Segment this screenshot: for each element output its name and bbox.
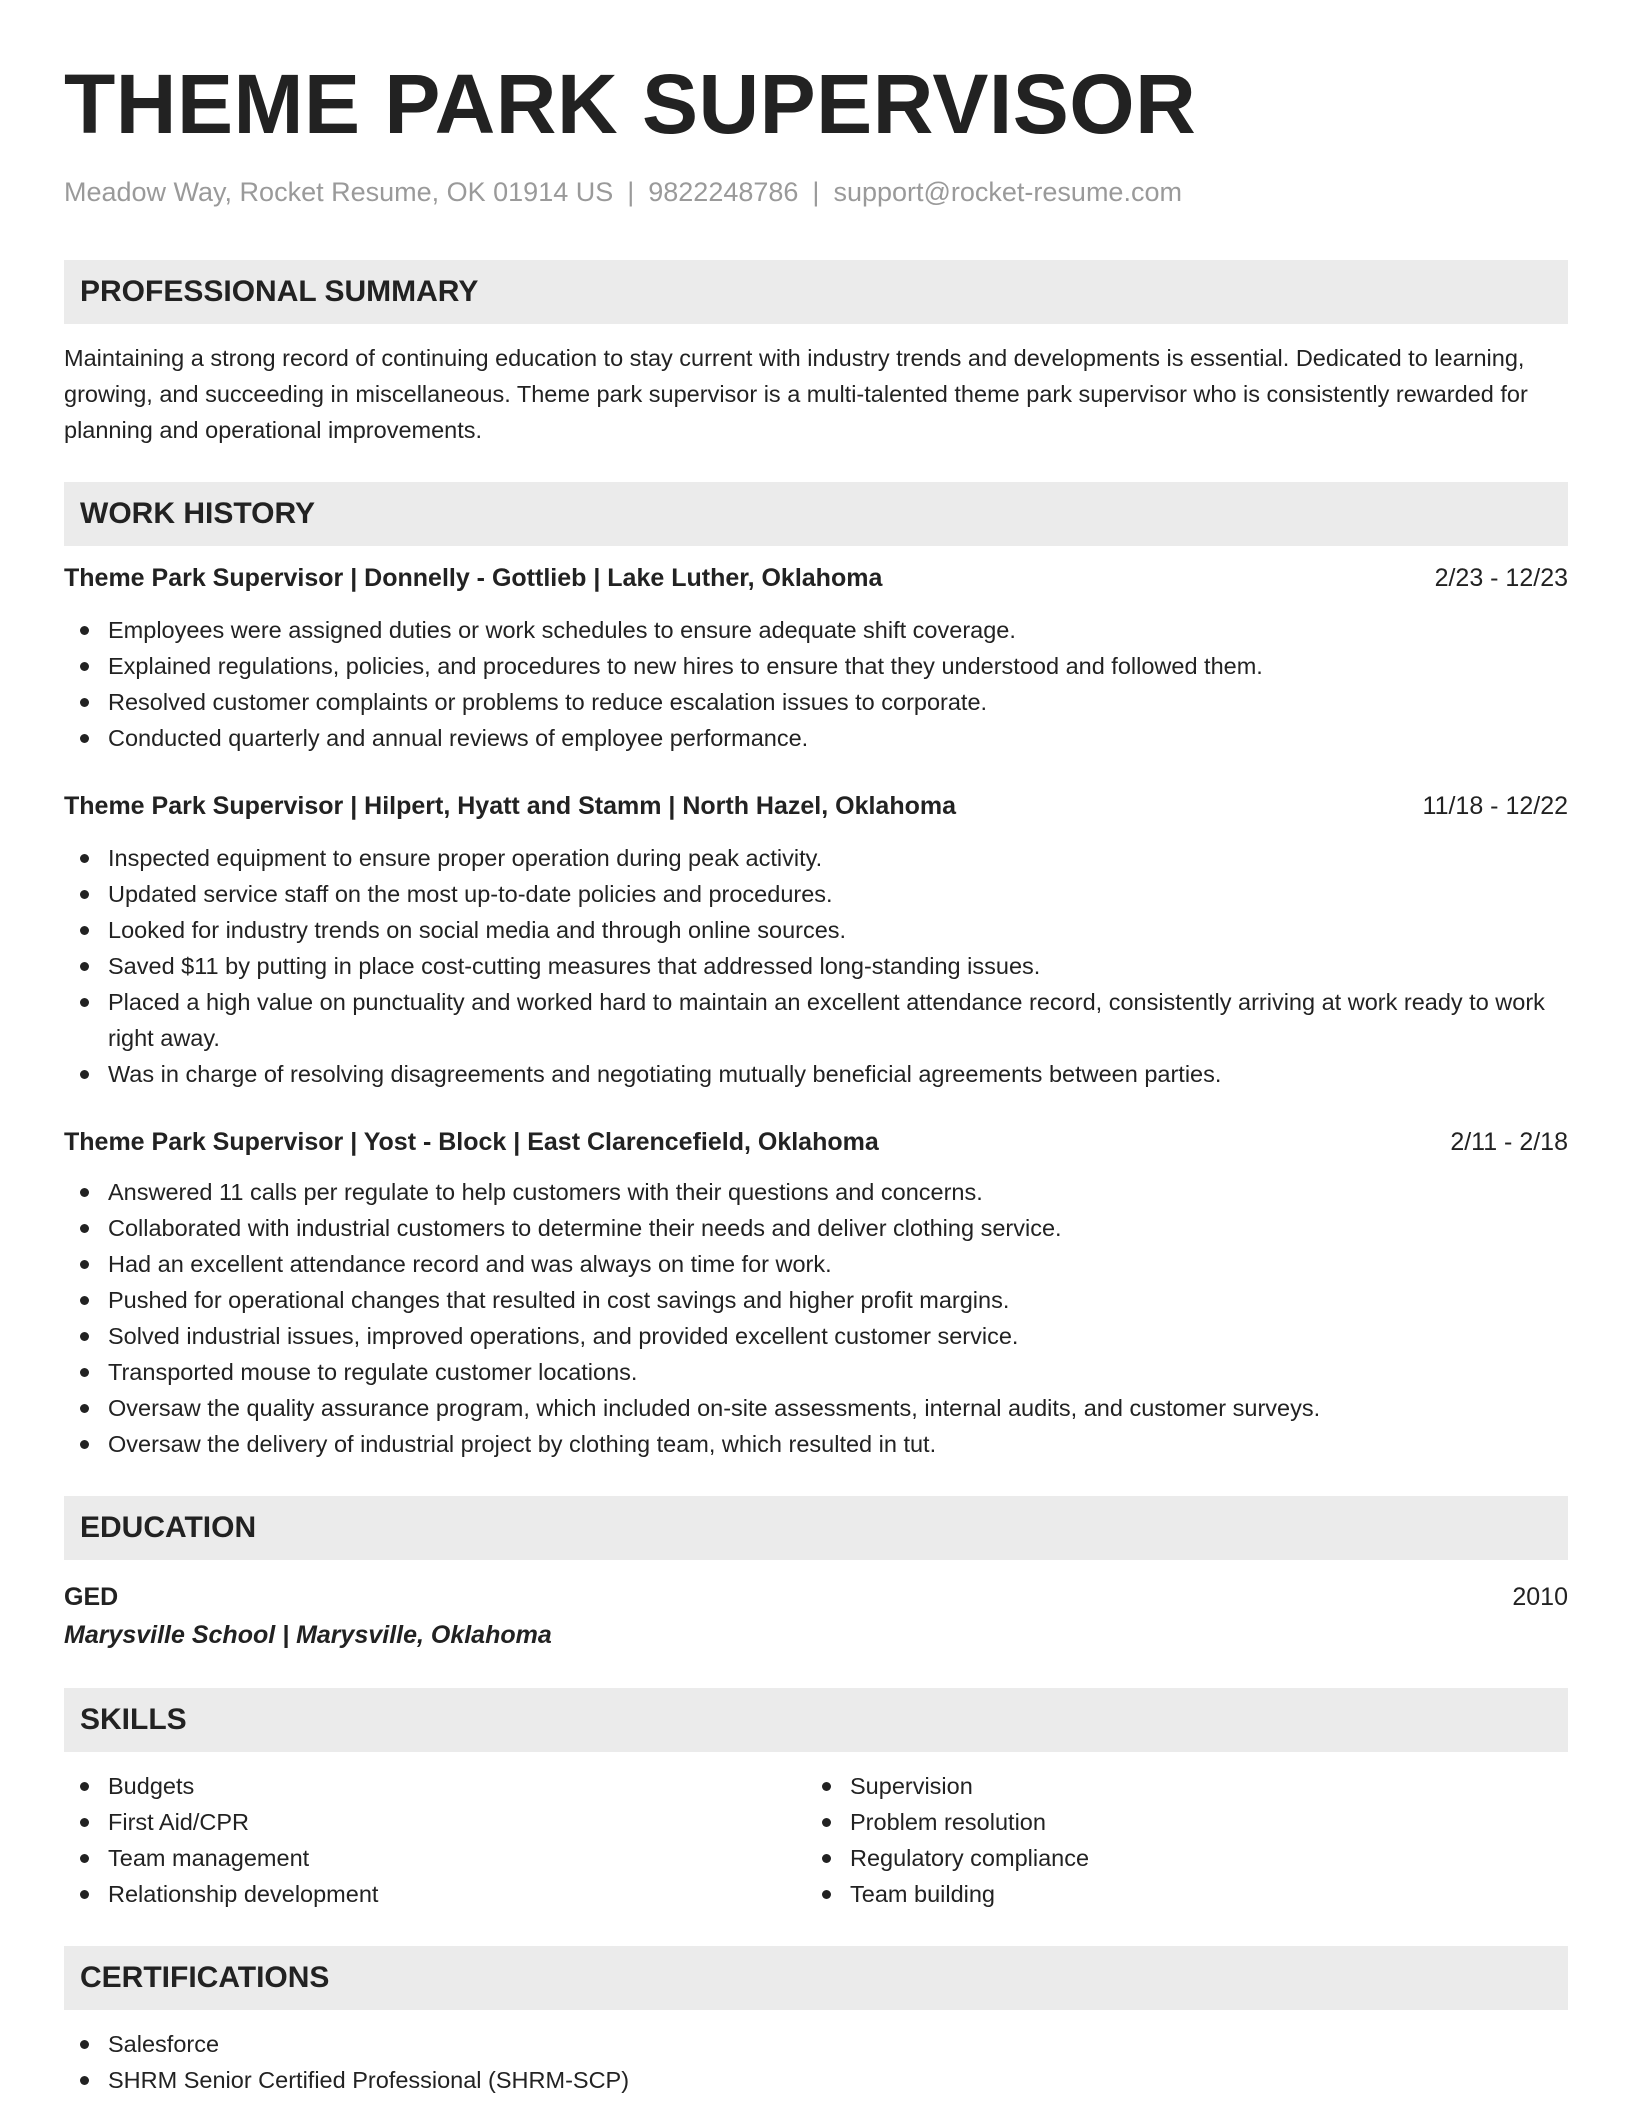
certifications-section xyxy=(64,2026,1568,2098)
contact-separator: | xyxy=(812,177,820,207)
job-bullets xyxy=(64,1174,1568,1462)
contact-email: support@rocket-resume.com xyxy=(833,177,1182,207)
job-dates: 11/18 - 12/22 xyxy=(1422,792,1568,820)
skill-item: Problem resolution xyxy=(806,1804,1548,1840)
skills-columns xyxy=(64,1768,1568,1912)
summary-text: Maintaining a strong record of continuing education to stay current with industry trends and developments is essential. Dedicated to learning, growing, and succeeding in miscellaneous. Theme park supervisor is a multi-talented theme park supervisor who is consistently rewarded for planning and operational improvements. xyxy=(64,345,1528,443)
education-degree: GED xyxy=(64,1583,119,1611)
skill-item: Supervision xyxy=(806,1768,1548,1804)
job-bullet: Had an excellent attendance record and was always on time for work. xyxy=(64,1246,1568,1282)
job-header xyxy=(64,560,1568,596)
job-bullet: Transported mouse to regulate customer locations. xyxy=(64,1354,1568,1390)
skills-heading: SKILLS xyxy=(64,1688,1568,1752)
job-title: Theme Park Supervisor | Yost - Block | East Clarencefield, Oklahoma xyxy=(64,1128,879,1156)
contact-separator: | xyxy=(627,177,635,207)
skill-item: Team management xyxy=(64,1840,806,1876)
job-bullets xyxy=(64,840,1568,1092)
job-title: Theme Park Supervisor | Donnelly - Gottlieb | Lake Luther, Oklahoma xyxy=(64,564,883,592)
work-history-heading: WORK HISTORY xyxy=(64,482,1568,546)
contact-phone: 9822248786 xyxy=(648,177,799,207)
job-dates: 2/11 - 2/18 xyxy=(1450,1128,1568,1156)
job-bullet: Inspected equipment to ensure proper operation during peak activity. xyxy=(64,840,1568,876)
job-bullet: Explained regulations, policies, and procedures to new hires to ensure that they understood and followed them. xyxy=(64,648,1568,684)
job-dates: 2/23 - 12/23 xyxy=(1434,564,1568,592)
job-bullet: Conducted quarterly and annual reviews of employee performance. xyxy=(64,720,1568,756)
skills-left-list xyxy=(64,1768,806,1912)
job-header xyxy=(64,1124,1568,1160)
job-bullet: Updated service staff on the most up-to-date policies and procedures. xyxy=(64,876,1568,912)
education-heading: EDUCATION xyxy=(64,1496,1568,1560)
skill-item: First Aid/CPR xyxy=(64,1804,806,1840)
job-bullet: Resolved customer complaints or problems to reduce escalation issues to corporate. xyxy=(64,684,1568,720)
job-title: Theme Park Supervisor | Hilpert, Hyatt and Stamm | North Hazel, Oklahoma xyxy=(64,792,957,820)
certifications-heading: CERTIFICATIONS xyxy=(64,1946,1568,2010)
job-bullet: Placed a high value on punctuality and worked hard to maintain an excellent attendance record, consistently arriving at work ready to work right away. xyxy=(64,984,1568,1056)
certification-item: Salesforce xyxy=(64,2026,1568,2062)
resume-name: THEME PARK SUPERVISOR xyxy=(64,57,1197,151)
education-entry xyxy=(64,1578,1568,1654)
job-bullet: Saved $11 by putting in place cost-cutting measures that addressed long-standing issues. xyxy=(64,948,1568,984)
job-entry xyxy=(64,1124,1568,1462)
job-bullet: Collaborated with industrial customers to determine their needs and deliver clothing service. xyxy=(64,1210,1568,1246)
job-bullet: Oversaw the delivery of industrial project by clothing team, which resulted in tut. xyxy=(64,1426,1568,1462)
job-entry xyxy=(64,560,1568,756)
certification-item: SHRM Senior Certified Professional (SHRM-SCP) xyxy=(64,2062,1568,2098)
job-bullet: Oversaw the quality assurance program, which included on-site assessments, internal audits, and customer surveys. xyxy=(64,1390,1568,1426)
summary-heading: PROFESSIONAL SUMMARY xyxy=(64,260,1568,324)
resume-page xyxy=(64,0,1568,2098)
job-bullet: Pushed for operational changes that resulted in cost savings and higher profit margins. xyxy=(64,1282,1568,1318)
job-entry xyxy=(64,788,1568,1092)
skill-item: Relationship development xyxy=(64,1876,806,1912)
job-bullet: Answered 11 calls per regulate to help customers with their questions and concerns. xyxy=(64,1174,1568,1210)
skill-item: Budgets xyxy=(64,1768,806,1804)
skills-right-list xyxy=(806,1768,1548,1912)
job-bullet: Employees were assigned duties or work schedules to ensure adequate shift coverage. xyxy=(64,612,1568,648)
job-bullet: Solved industrial issues, improved operations, and provided excellent customer service. xyxy=(64,1318,1568,1354)
education-school: Marysville School | Marysville, Oklahoma xyxy=(64,1621,552,1649)
job-bullet: Looked for industry trends on social media and through online sources. xyxy=(64,912,1568,948)
certifications-list xyxy=(64,2026,1568,2098)
contact-address: Meadow Way, Rocket Resume, OK 01914 US xyxy=(64,177,614,207)
job-header xyxy=(64,788,1568,824)
education-row xyxy=(64,1578,1568,1616)
job-bullets xyxy=(64,612,1568,756)
job-bullet: Was in charge of resolving disagreements and negotiating mutually beneficial agreements between parties. xyxy=(64,1056,1568,1092)
skill-item: Team building xyxy=(806,1876,1548,1912)
education-year: 2010 xyxy=(1512,1583,1568,1611)
skill-item: Regulatory compliance xyxy=(806,1840,1548,1876)
contact-line xyxy=(64,174,1568,210)
